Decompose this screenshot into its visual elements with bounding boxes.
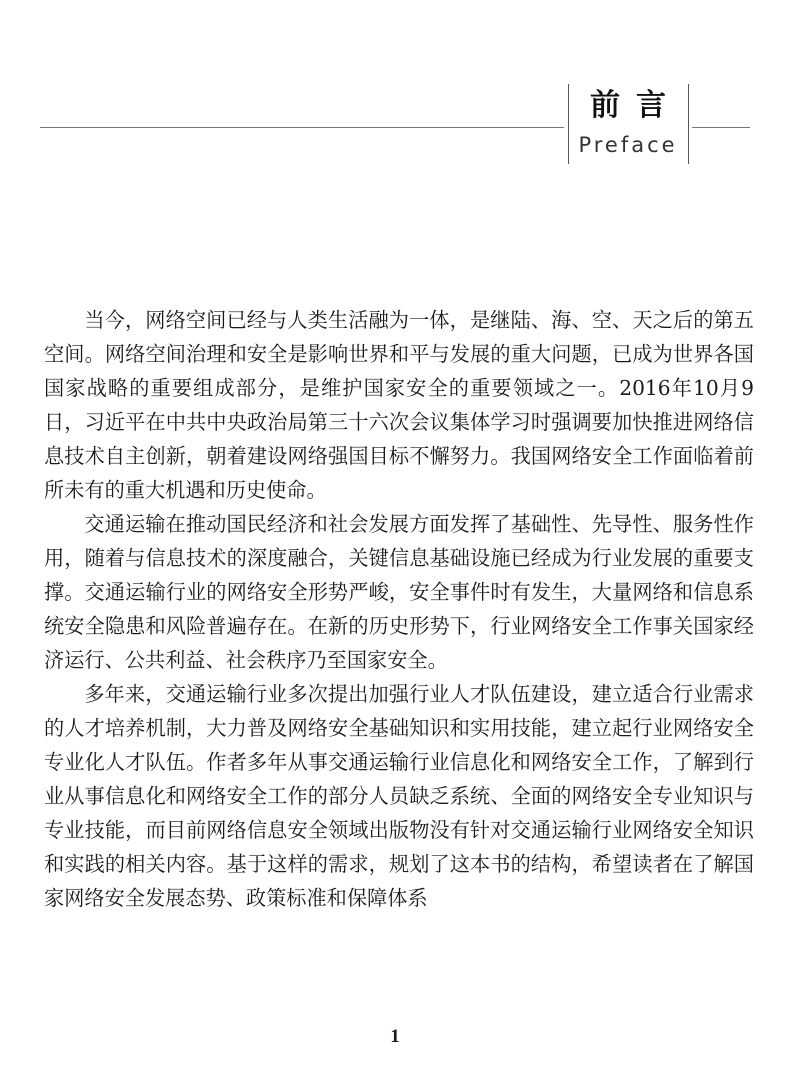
chapter-subtitle: Preface: [578, 133, 678, 157]
paragraph-1: 当今，网络空间已经与人类生活融为一体，是继陆、海、空、天之后的第五空间。网络空间治理和安全是影响世界和平与发展的重大问题，已成为世界各国国家战略的重要组成部分，是维护国家安全的重要领域之一。2016年10月9日，习近平在中共中央政治局第三十六次会议集体学习时强调要加快推进网络信息技术自主创新，朝着建设网络强国目标不懈努力。我国网络安全工作面临着前所未有的重大机遇和历史使命。: [44, 308, 754, 502]
header-rule-left: [40, 127, 564, 128]
header-rule-right: [692, 127, 750, 128]
page-number: 1: [390, 1026, 400, 1047]
chapter-title: 前言: [590, 88, 682, 123]
header-divider-left: [568, 84, 569, 164]
paragraph-2: 交通运输在推动国民经济和社会发展方面发挥了基础性、先导性、服务性作用，随着与信息技术的深度融合，关键信息基础设施已经成为行业发展的重要支撑。交通运输行业的网络安全形势严峻，安全事件时有发生，大量网络和信息系统安全隐患和风险普遍存在。在新的历史形势下，行业网络安全工作事关国家经济运行、公共利益、社会秩序乃至国家安全。: [44, 512, 754, 672]
header-divider-right: [688, 84, 689, 164]
body-text: [44, 303, 754, 915]
paragraph-3: 多年来，交通运输行业多次提出加强行业人才队伍建设，建立适合行业需求的人才培养机制，大力普及网络安全基础知识和实用技能，建立起行业网络安全专业化人才队伍。作者多年从事交通运输行业信息化和网络安全工作，了解到行业从事信息化和网络安全工作的部分人员缺乏系统、全面的网络安全专业知识与专业技能，而目前网络信息安全领域出版物没有针对交通运输行业网络安全知识和实践的相关内容。基于这样的需求，规划了这本书的结构，希望读者在了解国家网络安全发展态势、政策标准和保障体系: [44, 682, 754, 910]
